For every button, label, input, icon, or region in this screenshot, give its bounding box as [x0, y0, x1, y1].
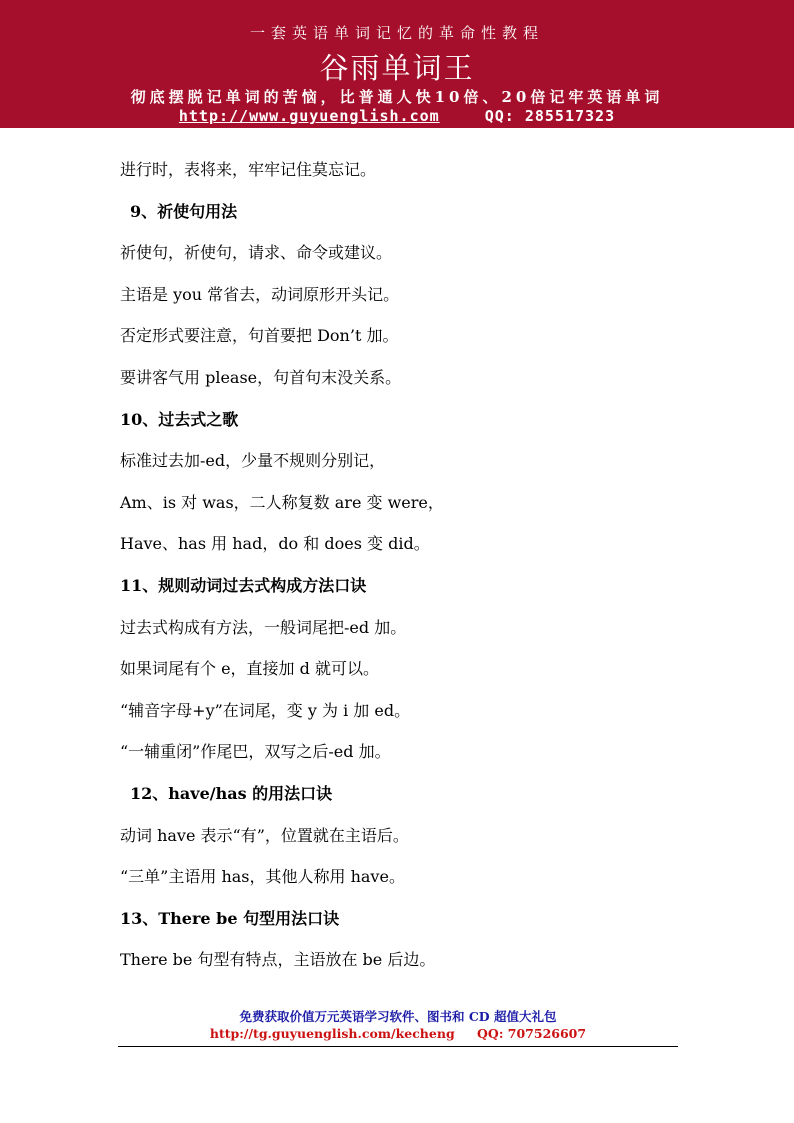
page-footer	[118, 1008, 678, 1047]
text-line: “三单”主语用 has，其他人称用 have。	[120, 867, 405, 887]
text-line: 主语是 you 常省去，动词原形开头记。	[120, 284, 400, 304]
text-line: Have、has 用 had，do 和 does 变 did。	[120, 534, 430, 554]
section-heading: 9、祈使句用法	[130, 201, 238, 221]
document-body	[120, 153, 680, 985]
header-qq: QQ: 285517323	[484, 107, 616, 125]
section-heading: 13、There be 句型用法口诀	[120, 908, 340, 928]
footer-link[interactable]: http://tg.guyuenglish.com/kecheng	[209, 1026, 455, 1041]
section-heading: 12、have/has 的用法口诀	[130, 783, 333, 803]
page-header	[0, 0, 794, 128]
text-line: 标准过去加-ed，少量不规则分别记，	[120, 451, 386, 471]
header-title: 谷雨单词王	[319, 51, 475, 85]
text-line: 过去式构成有方法，一般词尾把-ed 加。	[120, 617, 407, 637]
text-line: There be 句型有特点，主语放在 be 后边。	[120, 950, 436, 970]
header-website-link[interactable]: http://www.guyuenglish.com	[178, 107, 440, 125]
footer-qq: QQ: 707526607	[477, 1026, 587, 1041]
text-line: 如果词尾有个 e，直接加 d 就可以。	[120, 659, 379, 679]
section-heading: 10、过去式之歌	[120, 409, 239, 429]
header-contact	[0, 107, 794, 125]
footer-rule	[118, 1046, 678, 1047]
text-line: Am、is 对 was，二人称复数 are 变 were，	[120, 492, 444, 512]
footer-contact	[118, 1026, 678, 1042]
section-heading: 11、规则动词过去式构成方法口诀	[120, 575, 367, 595]
header-tagline: 彻底摆脱记单词的苦恼，比普通人快10倍、20倍记牢英语单词	[130, 88, 664, 106]
footer-promo: 免费获取价值万元英语学习软件、图书和 CD 超值大礼包	[239, 1009, 557, 1024]
text-line: 否定形式要注意，句首要把 Don’t 加。	[120, 326, 399, 346]
text-line: “辅音字母+y”在词尾，变 y 为 i 加 ed。	[120, 700, 411, 720]
text-line: 要讲客气用 please，句首句末没关系。	[120, 367, 402, 387]
text-line: 祈使句，祈使句，请求、命令或建议。	[120, 243, 393, 263]
text-line: 进行时，表将来，牢牢记住莫忘记。	[120, 160, 377, 179]
text-line: “一辅重闭”作尾巴，双写之后-ed 加。	[120, 742, 391, 762]
header-subtitle: 一套英语单词记忆的革命性教程	[249, 24, 544, 42]
text-line: 动词 have 表示“有”，位置就在主语后。	[120, 825, 409, 845]
